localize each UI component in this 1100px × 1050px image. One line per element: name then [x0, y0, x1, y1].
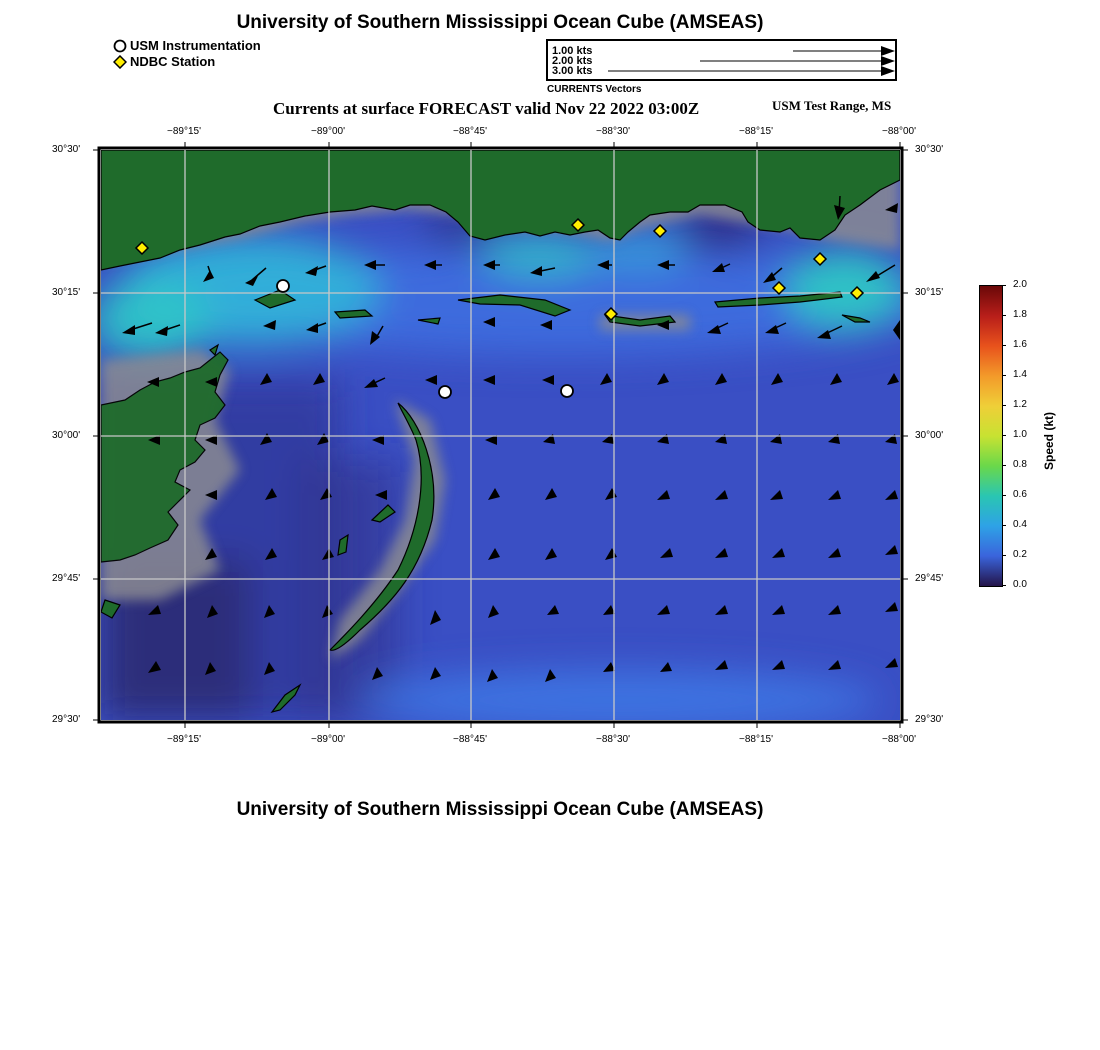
colorbar-tick-mark: [1002, 555, 1006, 556]
usm-legend-label: USM Instrumentation: [130, 38, 261, 53]
colorbar-tick-label: 2.0: [1013, 279, 1027, 290]
colorbar-tick-label: 0.0: [1013, 579, 1027, 590]
lon-label-top-2: −89°00': [311, 126, 345, 137]
colorbar-tick-mark: [1002, 465, 1006, 466]
colorbar-tick-mark: [1002, 435, 1006, 436]
lat-label-left-5: 29°30': [52, 714, 81, 725]
colorbar-tick-mark: [1002, 375, 1006, 376]
colorbar-tick-label: 1.2: [1013, 399, 1027, 410]
colorbar-tick-mark: [1002, 585, 1006, 586]
lon-label-bottom-1: −89°15': [167, 734, 201, 745]
colorbar-tick-label: 0.2: [1013, 549, 1027, 560]
lon-label-top-5: −88°15': [739, 126, 773, 137]
footer-title: University of Southern Mississippi Ocean Cube (AMSEAS): [236, 799, 764, 820]
colorbar-tick-label: 0.6: [1013, 489, 1027, 500]
lon-label-bottom-5: −88°15': [739, 734, 773, 745]
lat-label-left-1: 30°30': [52, 144, 81, 155]
lat-label-right-1: 30°30': [915, 144, 944, 155]
lon-label-bottom-4: −88°30': [596, 734, 630, 745]
lat-label-left-3: 30°00': [52, 430, 81, 441]
lon-label-top-6: −88°00': [882, 126, 916, 137]
region-label: USM Test Range, MS: [772, 98, 892, 113]
lon-label-bottom-6: −88°00': [882, 734, 916, 745]
forecast-subtitle: Currents at surface FORECAST valid Nov 22 2022 03:00Z: [273, 99, 700, 118]
lat-label-right-5: 29°30': [915, 714, 944, 725]
lon-label-bottom-3: −88°45': [453, 734, 487, 745]
colorbar-tick-label: 1.6: [1013, 339, 1027, 350]
vector-caption: CURRENTS Vectors: [547, 84, 642, 95]
lat-label-right-2: 30°15': [915, 287, 944, 298]
colorbar-tick-mark: [1002, 405, 1006, 406]
colorbar-tick-mark: [1002, 525, 1006, 526]
vector-scale-1: 1.00 kts: [552, 45, 593, 57]
colorbar-tick-mark: [1002, 345, 1006, 346]
ndbc-legend-label: NDBC Station: [130, 54, 216, 69]
speed-colorbar: [979, 285, 1003, 587]
colorbar-tick-label: 1.0: [1013, 429, 1027, 440]
colorbar-tick-label: 1.8: [1013, 309, 1027, 320]
lon-label-bottom-2: −89°00': [311, 734, 345, 745]
lat-label-left-2: 30°15': [52, 287, 81, 298]
colorbar-tick-mark: [1002, 285, 1006, 286]
vector-scale-3: 3.00 kts: [552, 65, 593, 77]
colorbar-label: Speed (kt): [1042, 411, 1056, 470]
vector-scale-2: 2.00 kts: [552, 55, 593, 67]
lon-label-top-4: −88°30': [596, 126, 630, 137]
lon-label-top-3: −88°45': [453, 126, 487, 137]
lon-label-top-1: −89°15': [167, 126, 201, 137]
colorbar-tick-mark: [1002, 495, 1006, 496]
lat-label-right-4: 29°45': [915, 573, 944, 584]
colorbar-tick-label: 1.4: [1013, 369, 1027, 380]
colorbar-tick-label: 0.8: [1013, 459, 1027, 470]
lat-label-left-4: 29°45': [52, 573, 81, 584]
colorbar-tick-mark: [1002, 315, 1006, 316]
colorbar-ticks: [1002, 279, 1042, 590]
lat-label-right-3: 30°00': [915, 430, 944, 441]
colorbar-tick-label: 0.4: [1013, 519, 1027, 530]
map-title: University of Southern Mississippi Ocean Cube (AMSEAS): [236, 12, 764, 33]
